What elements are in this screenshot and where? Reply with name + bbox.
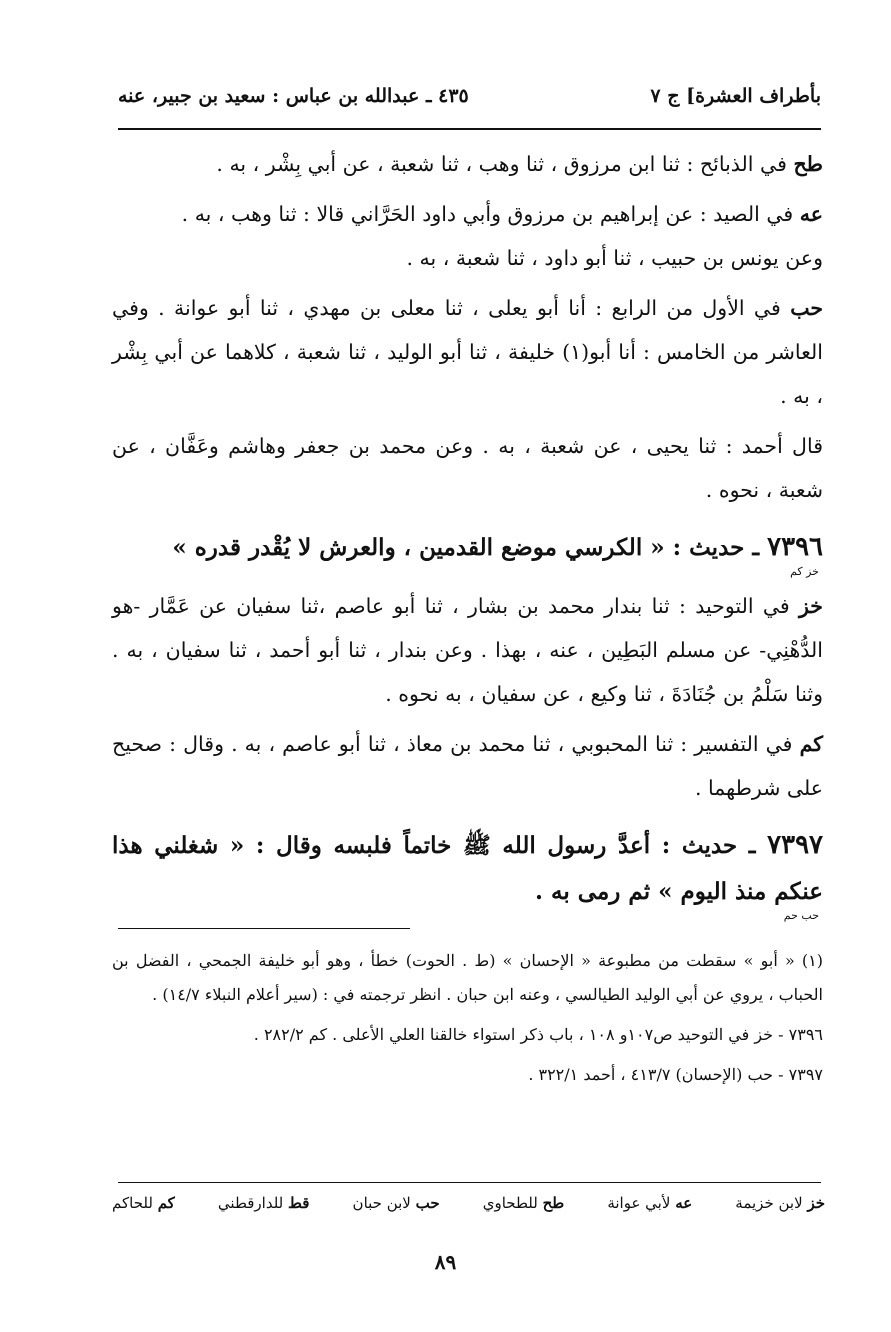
hadith-heading xyxy=(112,822,823,922)
hadith-title: ـ حديث : « الكرسي موضع القدمين ، والعرش لا يُقْدر قدره » xyxy=(172,534,760,561)
paragraph: كم في التفسير : ثنا المحبوبي ، ثنا محمد بن معاذ ، ثنا أبو عاصم ، به . وقال : صحيح على شرطهما . xyxy=(112,732,823,800)
header-rule xyxy=(118,128,821,130)
abbreviation-item: كم للحاكم xyxy=(112,1194,175,1212)
hadith-heading xyxy=(112,524,823,578)
footnotes xyxy=(112,944,823,1098)
abbreviation-item: قط للدارقطني xyxy=(217,1194,310,1212)
paragraph: خز في التوحيد : ثنا بندار محمد بن بشار ، ثنا أبو عاصم ،ثنا سفيان عن عَمَّار -هو الدُّهْنِي- عن مسلم البَطِين ، عنه ، بهذا . وعن بندار ، ثنا أبو أحمد ، ثنا سفيان ، به . وثنا سَلْمُ بن جُنَادَةَ ، ثنا وكيع ، عن سفيان ، به نحوه . xyxy=(112,594,823,706)
header-chapter: ٤٣٥ ـ عبدالله بن عباس : سعيد بن جبير، عنه xyxy=(118,85,469,107)
main-text xyxy=(112,142,823,928)
paragraph: حب في الأول من الرابع : أنا أبو يعلى ، ثنا معلى بن مهدي ، ثنا أبو عوانة . وفي العاشر من الخامس : أنا أبو(١) خليفة ، ثنا أبو الوليد ، ثنا شعبة ، كلاهما عن أبي بِشْر ، به . xyxy=(112,296,823,408)
hadith-title: ـ حديث : أعدَّ رسول الله ﷺ خاتماً فلبسه وقال : « شغلني هذا عنكم منذ اليوم » ثم رمى به . xyxy=(112,832,823,905)
header-volume: بأطراف العشرة] ج ٧ xyxy=(650,85,821,107)
abbreviation-item: خز لابن خزيمة xyxy=(735,1194,825,1212)
footnote-rule xyxy=(118,928,410,929)
paragraph: قال أحمد : ثنا يحيى ، عن شعبة ، به . وعن محمد بن جعفر وهاشم وعَفَّان ، عن شعبة ، نحوه . xyxy=(112,434,823,502)
hadith-number: ٧٣٩٧ xyxy=(767,830,823,860)
abbreviation-item: حب لابن حبان xyxy=(352,1194,440,1212)
page-number: ٨٩ xyxy=(434,1250,457,1274)
abbreviation-key xyxy=(112,1194,825,1212)
running-header xyxy=(118,78,821,114)
source-tag: حب حم xyxy=(783,909,819,922)
abbreviation-rule xyxy=(118,1182,821,1183)
source-tag: خز كم xyxy=(790,565,819,578)
paragraph: عه في الصيد : عن إبراهيم بن مرزوق وأبي داود الحَرَّاني قالا : ثنا وهب ، به . xyxy=(181,202,823,226)
paragraph: وعن يونس بن حبيب ، ثنا أبو داود ، ثنا شعبة ، به . xyxy=(406,246,823,270)
footnote: ٧٣٩٦ - خز في التوحيد ص١٠٧و ١٠٨ ، باب ذكر استواء خالقنا العلي الأعلى . كم ٢٨٢/٢ . xyxy=(253,1025,823,1044)
footnote: ٧٣٩٧ - حب (الإحسان) ٤١٣/٧ ، أحمد ٣٢٢/١ . xyxy=(528,1065,823,1084)
footnote: (١) « أبو » سقطت من مطبوعة « الإحسان » (ط . الحوت) خطأ ، وهو أبو خليفة الجمحي ، الفضل بن الحباب ، يروي عن أبي الوليد الطيالسي ، وعنه ابن حبان . انظر ترجمته في : (سير أعلام النبلاء ١٤/٧) . xyxy=(112,951,823,1004)
paragraph: طح في الذبائح : ثنا ابن مرزوق ، ثنا وهب ، ثنا شعبة ، عن أبي بِشْر ، به . xyxy=(216,152,823,176)
abbreviation-item: عه لأبي عوانة xyxy=(607,1194,693,1212)
abbreviation-item: طح للطحاوي xyxy=(482,1194,565,1212)
hadith-number: ٧٣٩٦ xyxy=(767,532,823,562)
